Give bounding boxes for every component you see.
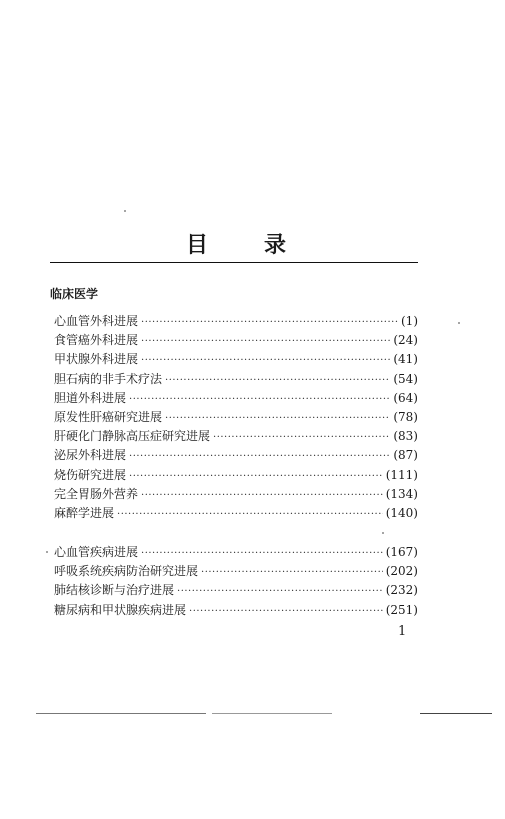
toc-leader-dots — [189, 602, 383, 621]
toc-leader-dots — [165, 371, 390, 390]
toc-entry-page: (87) — [393, 448, 418, 463]
toc-leader-dots — [165, 409, 390, 428]
title-rule — [50, 262, 418, 263]
toc-entry-page: (64) — [393, 390, 418, 405]
toc-entry-title: 肺结核诊断与治疗进展 — [54, 583, 175, 598]
toc-entry — [54, 312, 418, 331]
toc-leader-dots — [129, 390, 390, 409]
toc-entry — [54, 350, 418, 369]
toc-entry-title: 原发性肝癌研究进展 — [54, 409, 163, 424]
toc-entry-page: (251) — [385, 602, 418, 617]
title-char-2: 录 — [264, 233, 287, 258]
scan-artifact-speck — [458, 322, 460, 324]
scan-artifact-line — [420, 713, 492, 714]
page-title — [160, 228, 320, 258]
toc-leader-dots — [213, 428, 390, 447]
toc-entry-title: 胆道外科进展 — [54, 390, 127, 405]
toc-entry-page: (41) — [393, 352, 418, 367]
page-number: 1 — [398, 624, 407, 639]
toc-entry — [54, 504, 418, 523]
toc-entry-page: (54) — [393, 371, 418, 386]
toc-entry — [54, 601, 418, 620]
toc-leader-dots — [141, 544, 383, 563]
scan-artifact-line — [36, 713, 206, 714]
toc-entry-title: 心血管疾病进展 — [54, 545, 139, 559]
toc-entry — [54, 427, 418, 446]
toc-entry — [54, 370, 418, 389]
toc-entry — [54, 446, 418, 465]
scan-artifact-speck — [46, 551, 48, 553]
toc-entry-title: 胆石病的非手术疗法 — [54, 371, 163, 386]
toc-leader-dots — [141, 332, 390, 351]
toc-leader-dots — [141, 351, 390, 370]
toc-entry-page: (140) — [385, 505, 418, 520]
toc-entry-page: (232) — [385, 583, 418, 598]
toc-entry — [54, 562, 418, 581]
toc-entry — [54, 466, 418, 485]
toc-entry-title: 心血管外科进展 — [54, 314, 139, 328]
toc-entry — [54, 543, 418, 562]
toc-entry-title: 麻醉学进展 — [54, 505, 115, 520]
toc-entry — [54, 581, 418, 600]
toc-group-internal — [54, 543, 418, 620]
toc-entry-page: (24) — [393, 333, 418, 348]
toc-entry — [54, 408, 418, 427]
toc-entry — [54, 389, 418, 408]
toc-leader-dots — [129, 467, 383, 486]
toc-entry-page: (134) — [385, 486, 418, 501]
toc-entry-page: (1) — [401, 314, 418, 328]
toc-entry-page: (167) — [385, 545, 418, 559]
scan-artifact-line — [212, 713, 332, 714]
toc-entry-title: 完全胃肠外营养 — [54, 486, 139, 501]
toc-entry-page: (202) — [385, 564, 418, 579]
toc-entry-title: 肝硬化门静脉高压症研究进展 — [54, 429, 211, 444]
toc-entry-page: (83) — [393, 429, 418, 444]
toc-entry-page: (111) — [385, 467, 418, 482]
title-char-1: 目 — [186, 233, 209, 258]
toc-entry-page: (78) — [393, 409, 418, 424]
toc-leader-dots — [141, 313, 398, 332]
toc-group-clinical — [54, 312, 418, 523]
toc-entry-title: 食管癌外科进展 — [54, 333, 139, 348]
toc-leader-dots — [177, 582, 383, 601]
scan-artifact-speck — [124, 210, 126, 212]
toc-entry-title: 糖尿病和甲状腺疾病进展 — [54, 602, 187, 617]
section-heading: 临床医学 — [50, 287, 99, 301]
toc-leader-dots — [141, 486, 383, 505]
toc-entry — [54, 485, 418, 504]
toc-entry — [54, 331, 418, 350]
toc-entry-title: 呼吸系统疾病防治研究进展 — [54, 564, 199, 579]
toc-entry-title: 泌尿外科进展 — [54, 448, 127, 463]
toc-leader-dots — [117, 505, 383, 524]
toc-entry-title: 烧伤研究进展 — [54, 467, 127, 482]
toc-entry-title: 甲状腺外科进展 — [54, 352, 139, 367]
toc-leader-dots — [129, 447, 390, 466]
scan-artifact-speck — [382, 532, 384, 534]
toc-leader-dots — [201, 563, 383, 582]
